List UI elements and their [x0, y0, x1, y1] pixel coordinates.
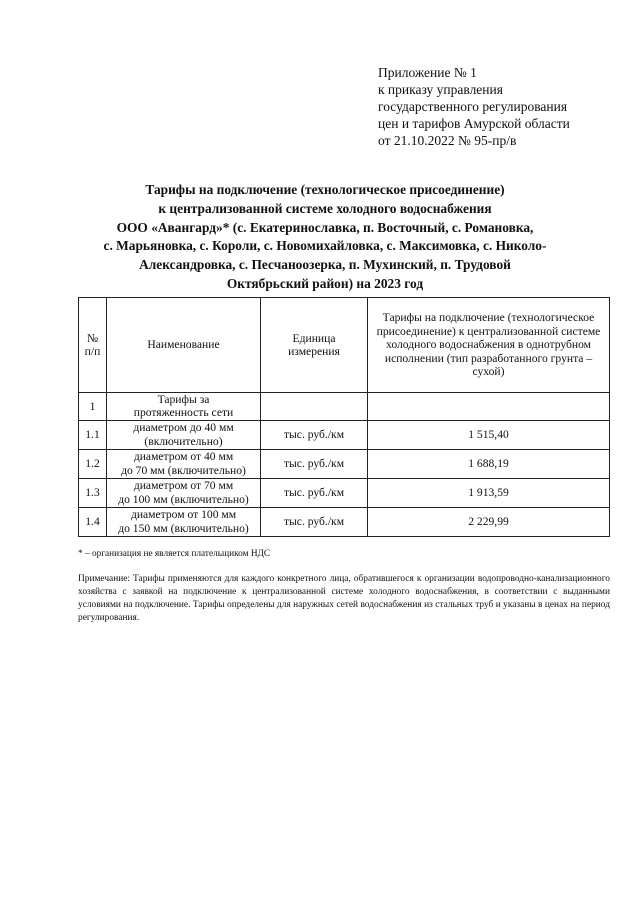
table-row	[79, 449, 610, 478]
cell-value: 2 229,99	[368, 507, 610, 536]
cell-name-line2: до 150 мм (включительно)	[118, 521, 249, 535]
note-paragraph: Примечание: Тарифы применяются для каждого конкретного лица, обратившегося к организации водопроводно-канализационного хозяйства с заявкой на подключение к централизованной системе холодного водоснабжения, в соответствии с выданными условиями на подключение. Тарифы определены для наружных сетей водоснабжения из стальных труб и указаны в ценах на период регулирования.	[78, 574, 610, 623]
table-row	[79, 393, 610, 421]
cell-number: 1.1	[79, 420, 107, 449]
cell-value	[368, 393, 610, 421]
footnote: * – организация не является плательщиком НДС	[78, 549, 271, 559]
cell-name	[107, 449, 261, 478]
title-line: Октябрьский район) на 2023 год	[226, 275, 424, 291]
header-number-line2: п/п	[84, 345, 101, 358]
title-line: Тарифы на подключение (технологическое присоединение)	[145, 182, 505, 197]
cell-number: 1.3	[79, 478, 107, 507]
cell-name-line1: диаметром от 40 мм	[133, 450, 234, 464]
appendix-line: государственного регулирования	[378, 99, 568, 114]
table-row	[79, 478, 610, 507]
table-row	[79, 507, 610, 536]
table-header-row	[79, 298, 610, 393]
tariffs-table	[78, 297, 610, 537]
cell-number: 1	[79, 393, 107, 421]
appendix-line: цен и тарифов Амурской области	[378, 116, 570, 131]
cell-name-line2: до 70 мм (включительно)	[121, 463, 246, 477]
cell-unit: тыс. руб./км	[261, 478, 368, 507]
cell-name-line1: диаметром от 70 мм	[133, 479, 234, 493]
cell-value: 1 688,19	[368, 449, 610, 478]
header-unit-line1: Единица	[292, 331, 336, 345]
cell-value: 1 515,40	[368, 420, 610, 449]
appendix-block	[378, 64, 570, 149]
cell-name	[107, 478, 261, 507]
cell-number: 1.4	[79, 507, 107, 536]
cell-unit: тыс. руб./км	[261, 420, 368, 449]
header-unit	[261, 298, 368, 393]
cell-unit: тыс. руб./км	[261, 449, 368, 478]
cell-name	[107, 420, 261, 449]
appendix-line: Приложение № 1	[378, 65, 477, 80]
cell-name-line1: диаметром до 40 мм	[133, 421, 234, 435]
header-name: Наименование	[107, 298, 261, 393]
title-line: Александровка, с. Песчаноозерка, п. Мухинский, п. Трудовой	[139, 257, 511, 273]
cell-name-line2: (включительно)	[144, 434, 223, 448]
appendix-line: к приказу управления	[378, 82, 503, 97]
cell-name	[107, 507, 261, 536]
title-line: с. Марьяновка, с. Короли, с. Новомихайловка, с. Максимовка, с. Николо-	[103, 238, 547, 254]
cell-name-line2: до 100 мм (включительно)	[118, 492, 249, 506]
header-number-line1: №	[86, 331, 99, 345]
header-unit-line2: измерения	[288, 345, 340, 358]
cell-name-line1: Тарифы за	[157, 393, 210, 406]
cell-name	[107, 393, 261, 421]
document-title	[60, 181, 590, 294]
title-line: ООО «Авангард»* (с. Екатеринославка, п. Восточный, с. Романовка,	[116, 219, 534, 235]
appendix-line: от 21.10.2022 № 95-пр/в	[378, 133, 517, 148]
cell-unit: тыс. руб./км	[261, 507, 368, 536]
cell-number: 1.2	[79, 449, 107, 478]
cell-name-line1: диаметром от 100 мм	[130, 508, 237, 522]
cell-unit	[261, 393, 368, 421]
header-tariff: Тарифы на подключение (технологическое присоединение) к централизованной системе холодного водоснабжения в однотрубном исполнении (тип разработанного грунта – сухой)	[368, 298, 610, 393]
table-row	[79, 420, 610, 449]
header-number	[79, 298, 107, 393]
title-line: к централизованной системе холодного водоснабжения	[158, 200, 492, 216]
cell-value: 1 913,59	[368, 478, 610, 507]
cell-name-line2: протяженность сети	[133, 406, 234, 420]
